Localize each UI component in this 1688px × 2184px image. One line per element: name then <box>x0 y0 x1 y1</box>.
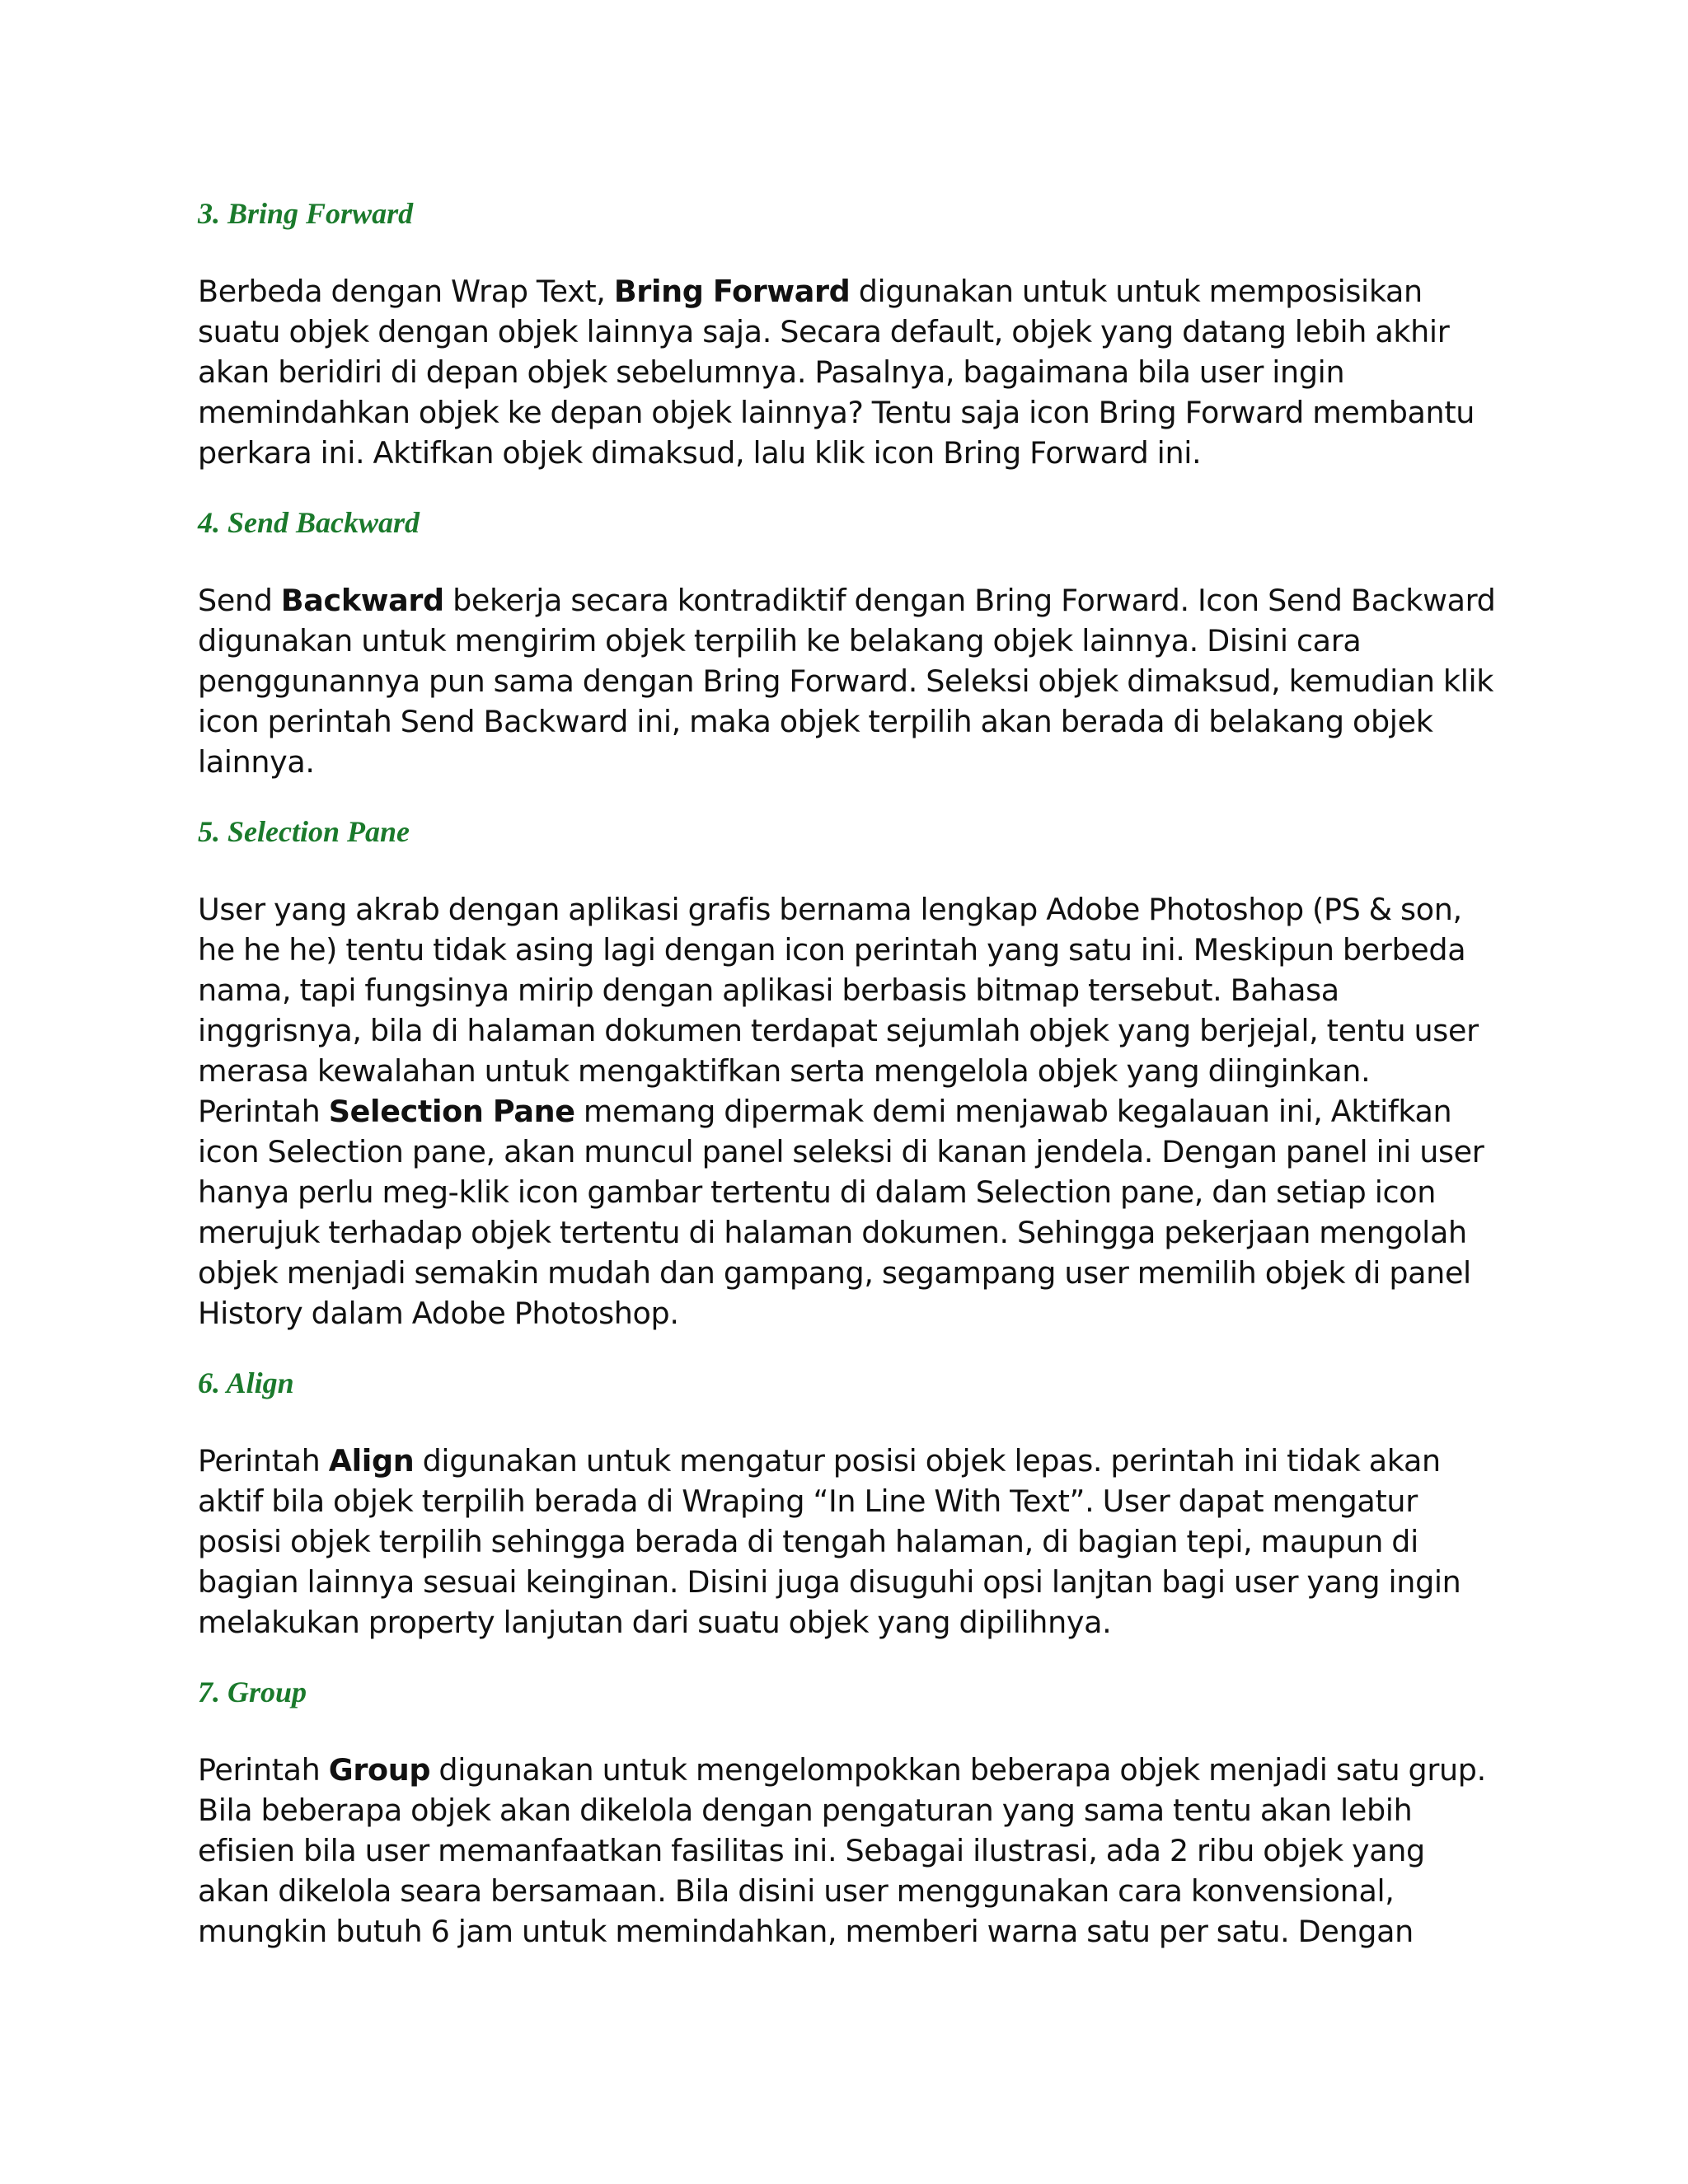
section-paragraph: Perintah Group digunakan untuk mengelompokkan beberapa objek menjadi satu grup. Bila beberapa objek akan dikelola dengan pengaturan yang sama tentu akan lebih efisien bila user memanfaatkan fasilitas ini. Sebagai ilustrasi, ada 2 ribu objek yang akan dikelola seara bersamaan. Bila disini user menggunakan cara konvensional, mungkin butuh 6 jam untuk memindahkan, memberi warna satu per satu. Dengan <box>198 1752 1486 1949</box>
bold-term: Backward <box>280 583 444 618</box>
section-heading: 5. Selection Pane <box>198 815 410 848</box>
bold-term: Bring Forward <box>613 274 851 309</box>
bold-term: Group <box>328 1752 431 1788</box>
section-heading: 6. Align <box>198 1366 294 1399</box>
section-send-backward <box>198 503 1500 782</box>
section-paragraph: Berbeda dengan Wrap Text, Bring Forward digunakan untuk untuk memposisikan suatu objek dengan objek lainnya saja. Secara default, objek yang datang lebih akhir akan beridiri di depan objek sebelumnya. Pasalnya, bagaimana bila user ingin memindahkan objek ke depan objek lainnya? Tentu saja icon Bring Forward membantu perkara ini. Aktifkan objek dimaksud, lalu klik icon Bring Forward ini. <box>198 274 1475 471</box>
bold-term: Align <box>328 1443 415 1479</box>
section-paragraph: Perintah Align digunakan untuk mengatur posisi objek lepas. perintah ini tidak akan aktif bila objek terpilih berada di Wraping “In Line With Text”. User dapat mengatur posisi objek terpilih sehingga berada di tengah halaman, di bagian tepi, maupun di bagian lainnya sesuai keinginan. Disini juga disuguhi opsi lanjtan bagi user yang ingin melakukan property lanjutan dari suatu objek yang dipilihnya. <box>198 1443 1461 1640</box>
section-paragraph: User yang akrab dengan aplikasi grafis bernama lengkap Adobe Photoshop (PS & son, he he he) tentu tidak asing lagi dengan icon perintah yang satu ini. Meskipun berbeda nama, tapi fungsinya mirip dengan aplikasi berbasis bitmap tersebut. Bahasa inggrisnya, bila di halaman dokumen terdapat sejumlah objek yang berjejal, tentu user merasa kewalahan untuk mengaktifkan serta mengelola objek yang diinginkan. Perintah Selection Pane memang dipermak demi menjawab kegalauan ini, Aktifkan icon Selection pane, akan muncul panel seleksi di kanan jendela. Dengan panel ini user hanya perlu meg-klik icon gambar tertentu di dalam Selection pane, dan setiap icon merujuk terhadap objek tertentu di halaman dokumen. Sehingga pekerjaan mengolah objek menjadi semakin mudah dan gampang, segampang user memilih objek di panel History dalam Adobe Photoshop. <box>198 892 1484 1331</box>
bold-term: Selection Pane <box>328 1094 575 1129</box>
document-page <box>198 194 1500 1952</box>
section-heading: 7. Group <box>198 1675 307 1708</box>
section-bring-forward <box>198 194 1500 473</box>
section-selection-pane <box>198 812 1500 1333</box>
section-group <box>198 1672 1500 1952</box>
section-heading: 3. Bring Forward <box>198 197 414 230</box>
section-heading: 4. Send Backward <box>198 506 420 539</box>
section-paragraph: Send Backward bekerja secara kontradiktif dengan Bring Forward. Icon Send Backward digunakan untuk mengirim objek terpilih ke belakang objek lainnya. Disini cara penggunannya pun sama dengan Bring Forward. Seleksi objek dimaksud, kemudian klik icon perintah Send Backward ini, maka objek terpilih akan berada di belakang objek lainnya. <box>198 583 1496 780</box>
section-align <box>198 1363 1500 1643</box>
